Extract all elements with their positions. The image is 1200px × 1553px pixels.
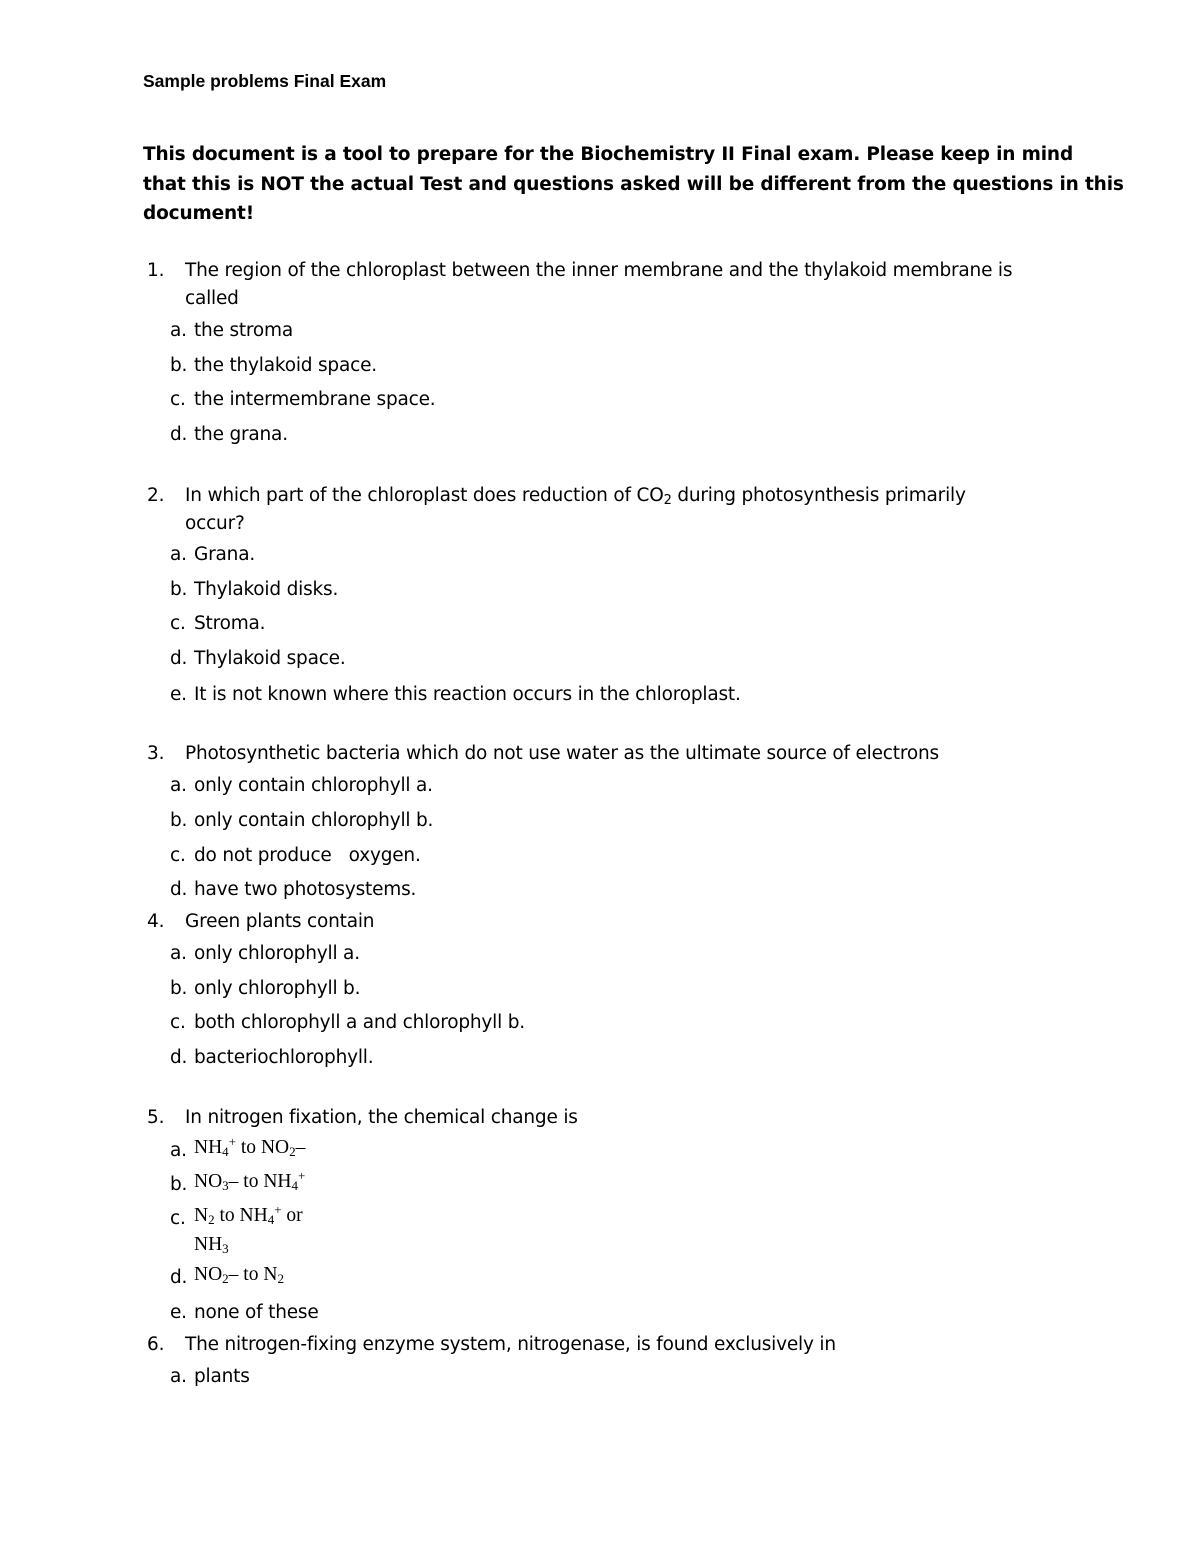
question-text: occur?: [185, 513, 245, 534]
option-text: only chlorophyll a.: [194, 943, 360, 964]
option-text: do not produce oxygen.: [194, 845, 421, 866]
option-text: the stroma: [194, 320, 294, 341]
question-number: 3.: [147, 743, 165, 764]
question-number: 2.: [147, 485, 165, 506]
question-text: In nitrogen fixation, the chemical change is: [185, 1107, 578, 1128]
intro-line: that this is NOT the actual Test and questions asked will be different from the questions in this: [143, 174, 1124, 195]
question-text: The nitrogen-fixing enzyme system, nitrogenase, is found exclusively in: [185, 1334, 836, 1355]
option-letter: b.: [170, 579, 188, 600]
option-letter: b.: [170, 978, 188, 999]
option-text: plants: [194, 1366, 250, 1387]
option-text: only contain chlorophyll a.: [194, 775, 433, 796]
option-letter: a.: [170, 320, 187, 341]
option-text: only chlorophyll b.: [194, 978, 361, 999]
option-letter: a.: [170, 943, 187, 964]
question-number: 6.: [147, 1334, 165, 1355]
option-text: none of these: [194, 1302, 319, 1323]
option-text: It is not known where this reaction occurs in the chloroplast.: [194, 684, 741, 705]
option-text: $NH_4^+$ to $NO_2-$: [194, 1134, 306, 1159]
option-letter: d.: [170, 879, 188, 900]
option-letter: e.: [170, 684, 187, 705]
option-letter: c.: [170, 1012, 186, 1033]
option-text: Grana.: [194, 544, 256, 565]
question-text: The region of the chloroplast between the inner membrane and the thylakoid membrane is: [185, 260, 1013, 281]
option-letter: c.: [170, 1208, 186, 1229]
option-text: the grana.: [194, 424, 288, 445]
option-letter: a.: [170, 1366, 187, 1387]
option-letter: c.: [170, 389, 186, 410]
question-text: Photosynthetic bacteria which do not use water as the ultimate source of electrons: [185, 743, 939, 764]
option-letter: c.: [170, 845, 186, 866]
question-number: 1.: [147, 260, 165, 281]
option-text: both chlorophyll a and chlorophyll b.: [194, 1012, 525, 1033]
option-letter: a.: [170, 1140, 187, 1161]
option-text: only contain chlorophyll b.: [194, 810, 434, 831]
option-text: $NO_3-$ to $NH_4^+$: [194, 1168, 306, 1193]
option-text: Stroma.: [194, 613, 266, 634]
question-number: 5.: [147, 1107, 165, 1128]
option-text: have two photosystems.: [194, 879, 417, 900]
option-letter: b.: [170, 810, 188, 831]
option-text: the intermembrane space.: [194, 389, 436, 410]
question-text: called: [185, 288, 239, 309]
question-text: Green plants contain: [185, 911, 375, 932]
option-text: bacteriochlorophyll.: [194, 1047, 374, 1068]
intro-line: This document is a tool to prepare for the Biochemistry II Final exam. Please keep in mind: [143, 144, 1074, 165]
option-letter: d.: [170, 424, 188, 445]
option-text: Thylakoid space.: [194, 648, 346, 669]
option-letter: a.: [170, 544, 187, 565]
option-text: the thylakoid space.: [194, 355, 377, 376]
option-text: Thylakoid disks.: [194, 579, 339, 600]
option-text: $NH_3$: [194, 1234, 229, 1256]
option-letter: e.: [170, 1302, 187, 1323]
option-letter: b.: [170, 355, 188, 376]
option-letter: d.: [170, 648, 188, 669]
option-text: $N_2$ to $NH_4^+$ or: [194, 1202, 303, 1227]
option-letter: c.: [170, 613, 186, 634]
question-text: In which part of the chloroplast does reduction of $CO_2$ during photosynthesis primarily: [185, 485, 966, 508]
option-text: $NO_2-$ to $N_2$: [194, 1264, 284, 1286]
document-title: Sample problems Final Exam: [143, 71, 387, 91]
question-number: 4.: [147, 911, 165, 932]
option-letter: d.: [170, 1267, 188, 1288]
option-letter: a.: [170, 775, 187, 796]
option-letter: b.: [170, 1174, 188, 1195]
option-letter: d.: [170, 1047, 188, 1068]
intro-line: document!: [143, 203, 255, 224]
